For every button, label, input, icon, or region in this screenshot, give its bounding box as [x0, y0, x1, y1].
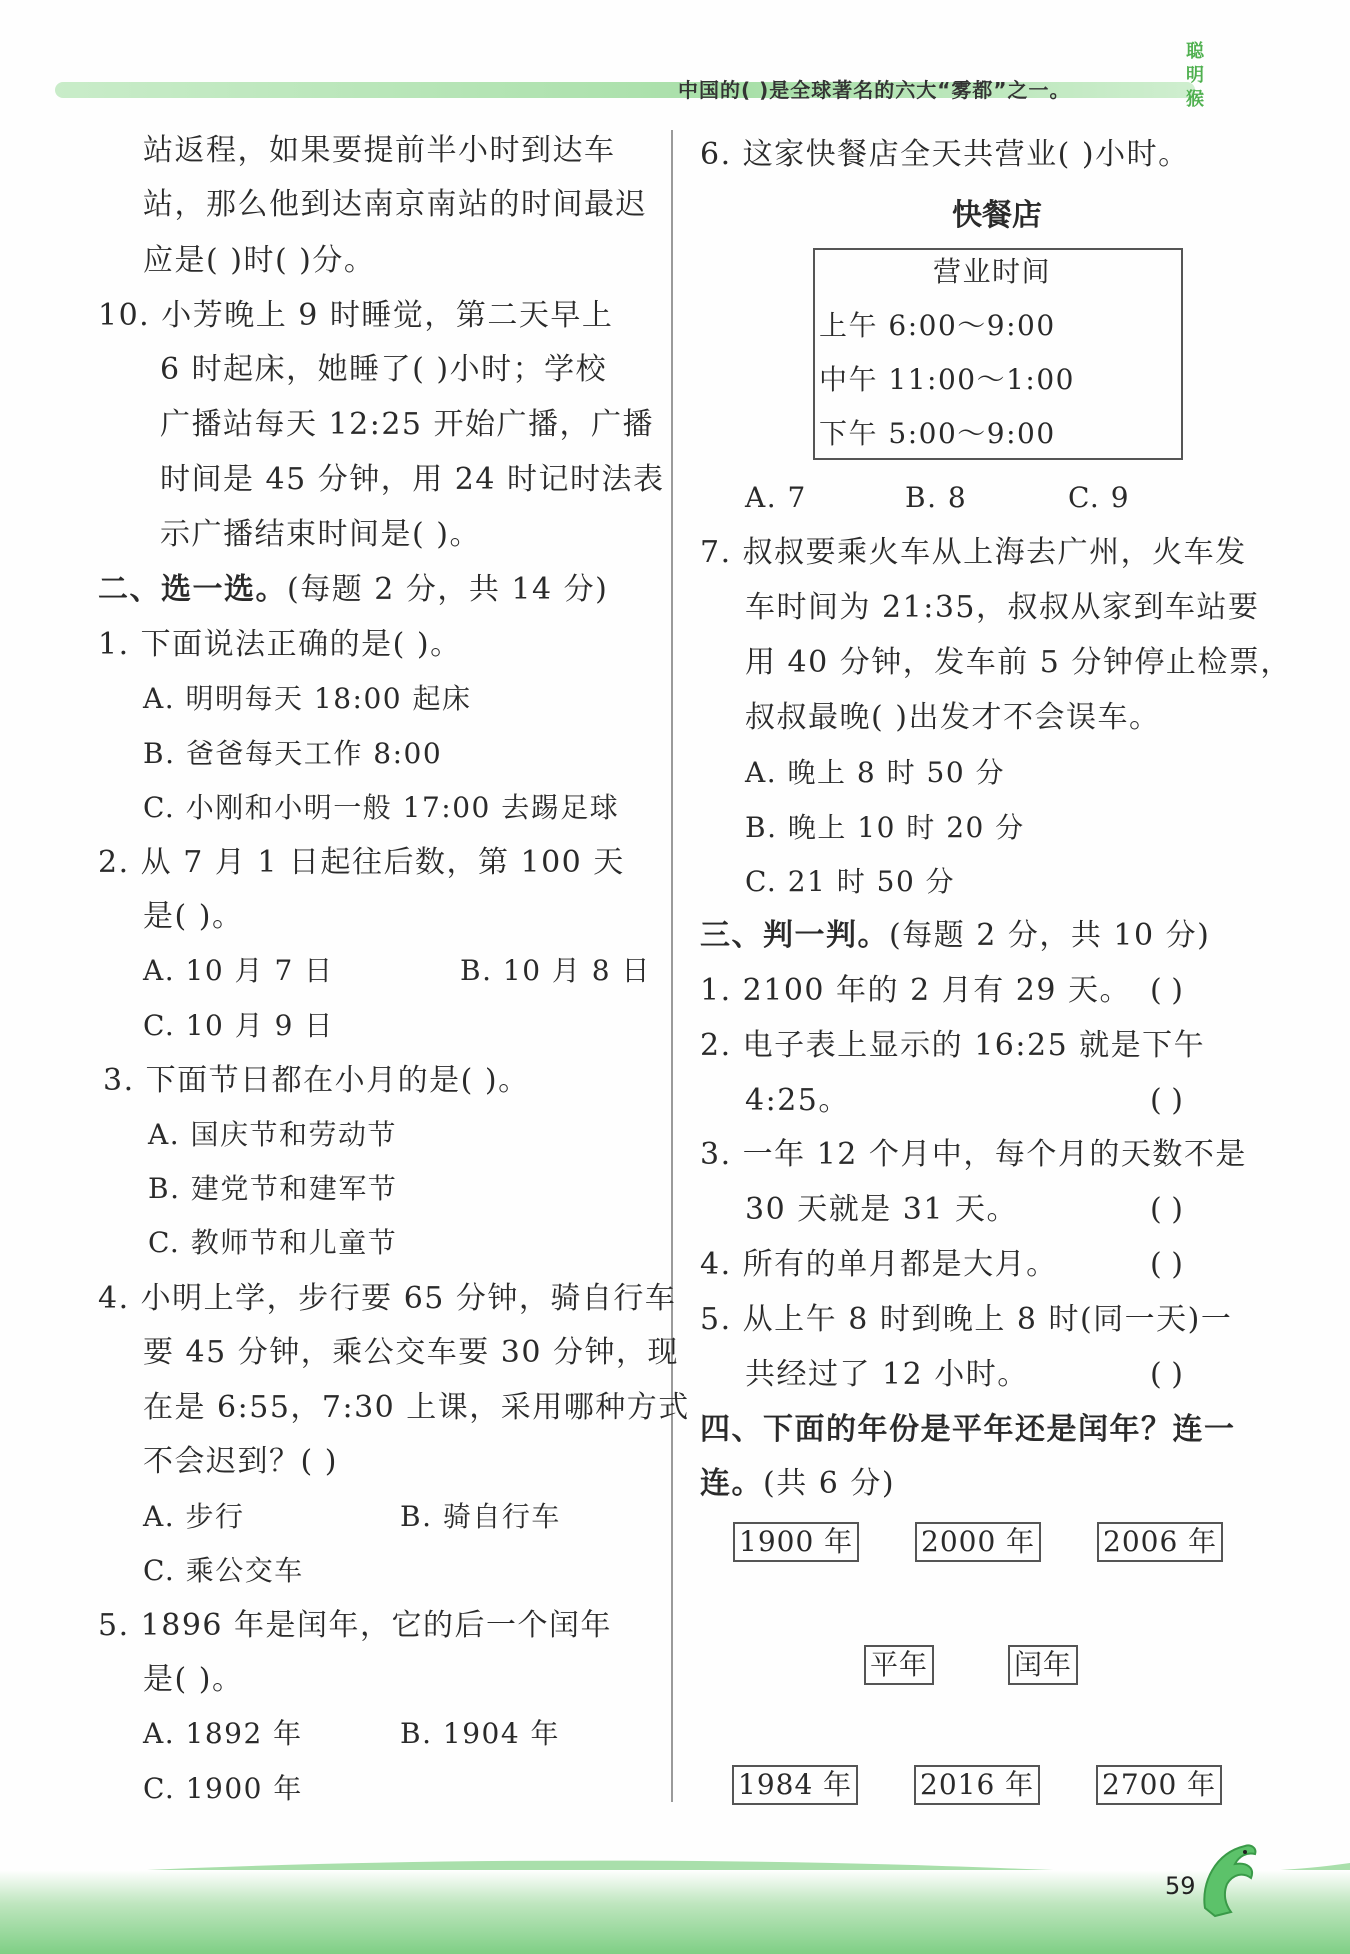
choice-4-option-a: A. 步行 — [143, 1500, 245, 1533]
choice-7-question-4: 叔叔最晚( )出发才不会误车。 — [745, 700, 1161, 735]
monkey-logo: 聪明猴 — [1186, 41, 1204, 110]
dolphin-icon — [1195, 1838, 1265, 1920]
choice-4-question-2: 要 45 分钟，乘公交车要 30 分钟，现 — [143, 1335, 679, 1370]
column-divider — [671, 130, 673, 1802]
judge-2-statement-2: 4:25。 — [745, 1083, 850, 1118]
choice-7-question-2: 车时间为 21:35，叔叔从家到车站要 — [745, 590, 1260, 625]
choice-4-option-c: C. 乘公交车 — [143, 1554, 304, 1587]
judge-2-answer-bracket[interactable]: ( ) — [1150, 1083, 1183, 1118]
category-common-year[interactable]: 平年 — [864, 1645, 934, 1685]
judge-5-answer-bracket[interactable]: ( ) — [1150, 1357, 1183, 1392]
judge-4-answer-bracket[interactable]: ( ) — [1150, 1247, 1183, 1282]
choice-5-option-b: B. 1904 年 — [400, 1717, 561, 1750]
shop-title: 快餐店 — [952, 198, 1042, 233]
section-3-title: 三、判一判。(每题 2 分，共 10 分) — [700, 918, 1211, 953]
choice-3-option-a: A. 国庆节和劳动节 — [148, 1118, 398, 1151]
choice-5-option-a: A. 1892 年 — [143, 1717, 303, 1750]
choice-4-question-3: 在是 6:55，7:30 上课，采用哪种方式 — [143, 1390, 690, 1425]
q10-line-5: 示广播结束时间是( )。 — [160, 517, 481, 552]
choice-5-question-2: 是( )。 — [143, 1662, 244, 1697]
choice-2-question-2: 是( )。 — [143, 899, 244, 934]
choice-6-option-c: C. 9 — [1068, 481, 1131, 514]
judge-5-statement-1: 5. 从上午 8 时到晚上 8 时(同一天)一 — [700, 1302, 1233, 1337]
schedule-header: 营业时间 — [933, 255, 1052, 288]
judge-3-answer-bracket[interactable]: ( ) — [1150, 1192, 1183, 1227]
choice-2-question-1: 2. 从 7 月 1 日起往后数，第 100 天 — [98, 845, 625, 880]
choice-6-option-b: B. 8 — [905, 481, 968, 514]
judge-1-answer-bracket[interactable]: ( ) — [1150, 973, 1183, 1008]
judge-2-statement-1: 2. 电子表上显示的 16:25 就是下午 — [700, 1028, 1206, 1063]
choice-6-option-a: A. 7 — [745, 481, 807, 514]
choice-2-option-a: A. 10 月 7 日 — [143, 954, 334, 987]
schedule-row-morning: 上午 6:00～9:00 — [819, 309, 1056, 342]
year-box-2700[interactable]: 2700 年 — [1096, 1765, 1222, 1805]
choice-1-option-a: A. 明明每天 18:00 起床 — [143, 682, 472, 715]
choice-2-option-c: C. 10 月 9 日 — [143, 1009, 334, 1042]
judge-1-statement: 1. 2100 年的 2 月有 29 天。 — [700, 973, 1131, 1008]
section-4-note: (共 6 分) — [763, 1466, 896, 1501]
choice-6-question: 6. 这家快餐店全天共营业( )小时。 — [700, 137, 1190, 172]
choice-2-option-b: B. 10 月 8 日 — [460, 954, 652, 987]
year-box-1900[interactable]: 1900 年 — [733, 1522, 859, 1562]
choice-3-option-c: C. 教师节和儿童节 — [148, 1226, 398, 1259]
q10-line-1: 10. 小芳晚上 9 时睡觉，第二天早上 — [98, 298, 614, 333]
judge-3-statement-1: 3. 一年 12 个月中，每个月的天数不是 — [700, 1137, 1247, 1172]
choice-7-option-a: A. 晚上 8 时 50 分 — [745, 756, 1006, 789]
choice-1-question: 1. 下面说法正确的是( )。 — [98, 627, 462, 662]
choice-7-option-c: C. 21 时 50 分 — [745, 865, 956, 898]
footer-bar — [0, 1870, 1350, 1954]
q10-line-4: 时间是 45 分钟，用 24 时记时法表 — [160, 462, 665, 497]
section-3-note: (每题 2 分，共 10 分) — [889, 918, 1211, 953]
q10-line-2: 6 时起床，她睡了( )小时；学校 — [160, 352, 608, 387]
q9-line-2: 站，那么他到达南京南站的时间最迟 — [143, 187, 647, 222]
year-box-2000[interactable]: 2000 年 — [915, 1522, 1041, 1562]
choice-7-question-3: 用 40 分钟，发车前 5 分钟停止检票， — [745, 645, 1292, 680]
choice-7-option-b: B. 晚上 10 时 20 分 — [745, 811, 1025, 844]
year-box-2006[interactable]: 2006 年 — [1097, 1522, 1223, 1562]
schedule-row-noon: 中午 11:00～1:00 — [819, 363, 1075, 396]
year-box-2016[interactable]: 2016 年 — [914, 1765, 1040, 1805]
year-box-1984[interactable]: 1984 年 — [732, 1765, 858, 1805]
choice-3-question: 3. 下面节日都在小月的是( )。 — [103, 1063, 530, 1098]
choice-3-option-b: B. 建党节和建军节 — [148, 1172, 398, 1205]
page-number: 59 — [1165, 1872, 1196, 1900]
section-2-title: 二、选一选。(每题 2 分，共 14 分) — [98, 572, 609, 607]
judge-5-statement-2: 共经过了 12 小时。 — [745, 1357, 1029, 1392]
choice-5-question-1: 5. 1896 年是闰年，它的后一个闰年 — [98, 1608, 613, 1643]
judge-3-statement-2: 30 天就是 31 天。 — [745, 1192, 1018, 1227]
business-hours-table — [813, 248, 1183, 460]
section-4-title-2: 连。(共 6 分) — [700, 1466, 896, 1501]
judge-4-statement: 4. 所有的单月都是大月。 — [700, 1247, 1058, 1282]
choice-5-option-c: C. 1900 年 — [143, 1772, 303, 1805]
header-tip: 中国的( )是全球著名的六大“雾都”之一。 — [678, 78, 1071, 102]
q9-line-3: 应是( )时( )分。 — [143, 243, 376, 278]
schedule-row-afternoon: 下午 5:00～9:00 — [819, 417, 1056, 450]
choice-7-question-1: 7. 叔叔要乘火车从上海去广州，火车发 — [700, 535, 1247, 570]
category-leap-year[interactable]: 闰年 — [1008, 1645, 1078, 1685]
choice-4-question-4: 不会迟到？( ) — [143, 1444, 338, 1479]
choice-4-question-1: 4. 小明上学，步行要 65 分钟，骑自行车 — [98, 1281, 677, 1316]
choice-4-option-b: B. 骑自行车 — [400, 1500, 561, 1533]
section-2-note: (每题 2 分，共 14 分) — [287, 572, 609, 607]
choice-1-option-b: B. 爸爸每天工作 8:00 — [143, 737, 443, 770]
choice-1-option-c: C. 小刚和小明一般 17:00 去踢足球 — [143, 791, 620, 824]
q10-line-3: 广播站每天 12:25 开始广播，广播 — [160, 407, 655, 442]
section-4-title-1: 四、下面的年份是平年还是闰年？连一 — [700, 1412, 1236, 1447]
q9-line-1: 站返程，如果要提前半小时到达车 — [143, 133, 616, 168]
